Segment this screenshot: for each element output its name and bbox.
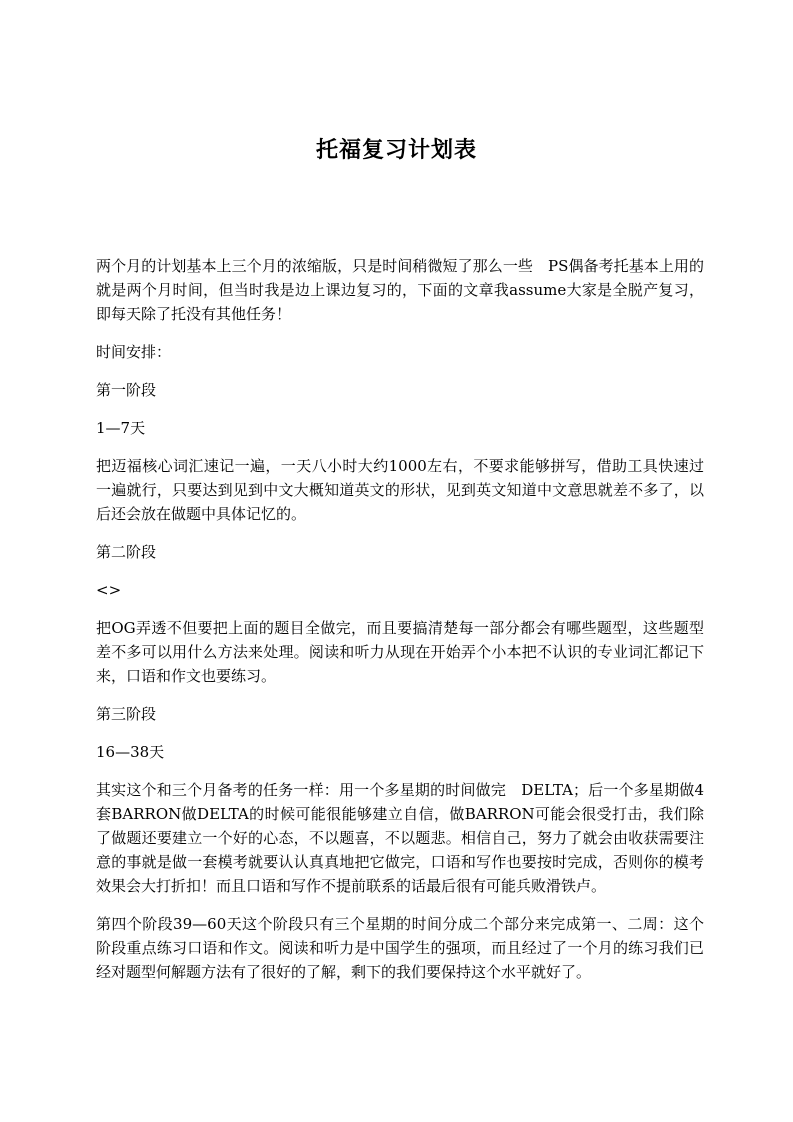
stage-one-days: 1—7天 [96,419,146,437]
document-body [96,254,704,998]
stage-two-days: <> [96,581,122,599]
intro-paragraph: 两个月的计划基本上三个月的浓缩版，只是时间稍微短了那么一些 PS偶备考托基本上用的就是两个月时间，但当时我是边上课边复习的，下面的文章我assume大家是全脱产复习，即每天除了托没有其他任务！ [96,257,704,323]
stage-one-heading: 第一阶段 [96,381,157,399]
stage-three-heading: 第三阶段 [96,705,157,723]
stage-one-paragraph: 把迈福核心词汇速记一遍，一天八小时大约1000左右，不要求能够拼写，借助工具快速过一遍就行，只要达到见到中文大概知道英文的形状，见到英文知道中文意思就差不多了，以后还会放在做题中具体记忆的。 [96,457,704,523]
stage-two-heading: 第二阶段 [96,543,157,561]
document-title: 托福复习计划表 [315,138,477,163]
schedule-heading: 时间安排： [96,343,172,361]
stage-two-paragraph: 把OG弄透不但要把上面的题目全做完，而且要搞清楚每一部分都会有哪些题型，这些题型差不多可以用什么方法来处理。阅读和听力从现在开始弄个小本把不认识的专业词汇都记下来，口语和作文也要练习。 [96,619,704,685]
stage-four-paragraph: 第四个阶段39—60天这个阶段只有三个星期的时间分成二个部分来完成第一、二周：这个阶段重点练习口语和作文。阅读和听力是中国学生的强项，而且经过了一个月的练习我们已经对题型何解题方法有了很好的了解，剩下的我们要保持这个水平就好了。 [96,915,704,981]
stage-three-days: 16—38天 [96,743,165,761]
stage-three-paragraph: 其实这个和三个月备考的任务一样：用一个多星期的时间做完 DELTA；后一个多星期做4套BARRON做DELTA的时候可能很能够建立自信，做BARRON可能会很受打击，我们除了做题还要建立一个好的心态，不以题喜，不以题悲。相信自己，努力了就会由收获需要注意的事就是做一套模考就要认认真真地把它做完，口语和写作也要按时完成，否则你的模考效果会大打折扣！而且口语和写作不提前联系的话最后很有可能兵败滑铁卢。 [96,781,704,895]
